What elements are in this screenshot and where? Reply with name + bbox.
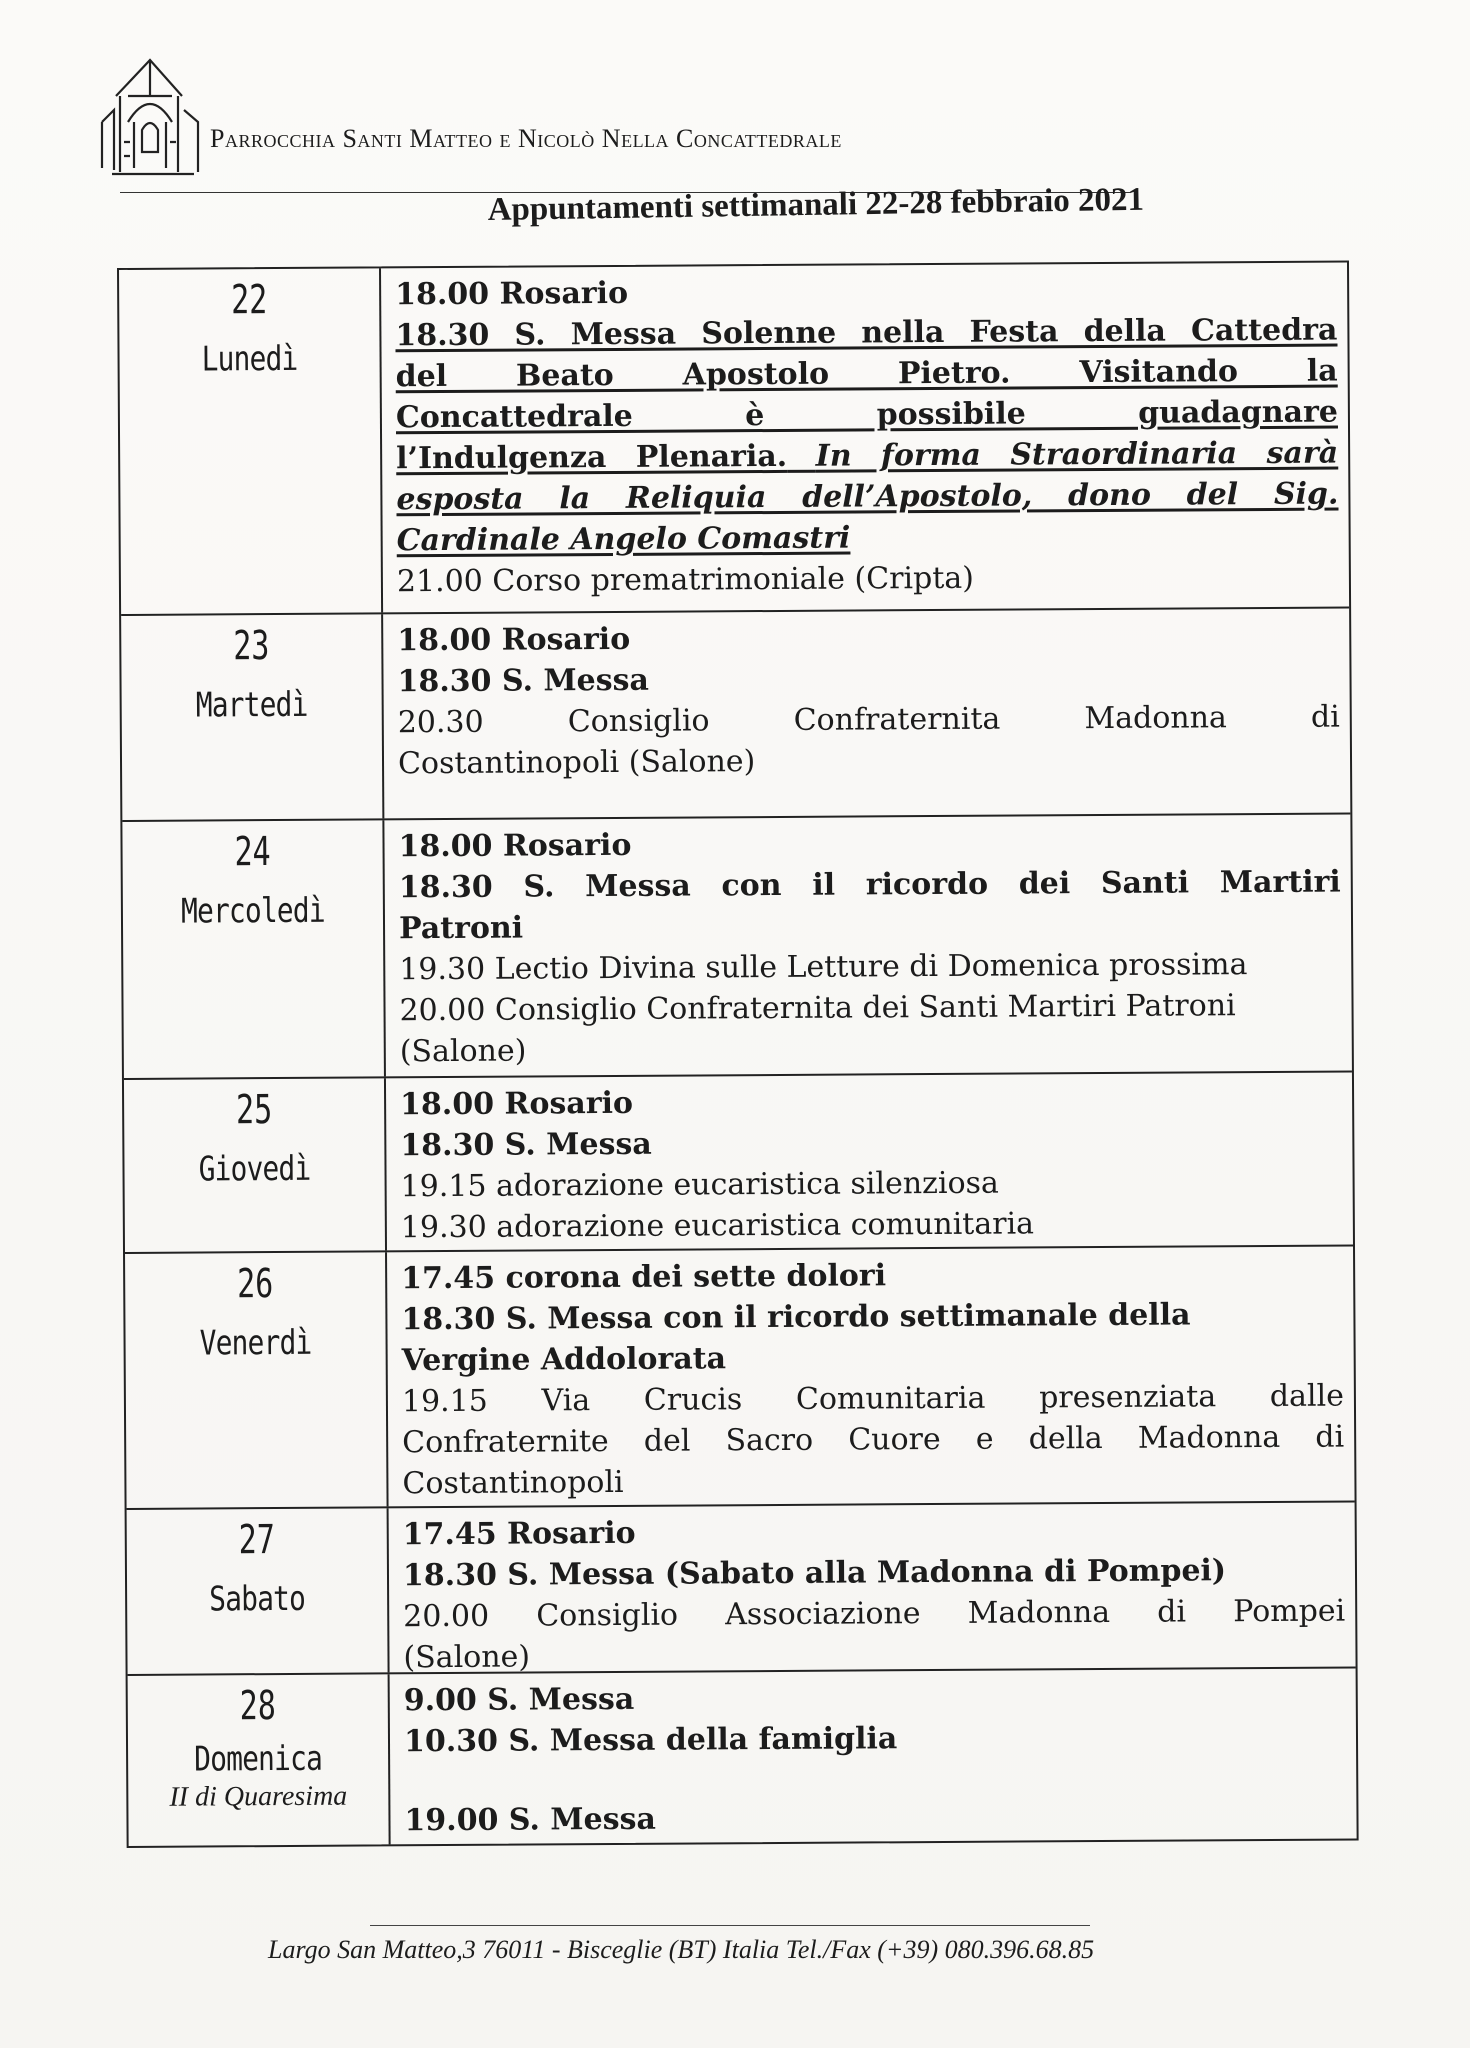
table-row	[125, 1244, 1355, 1507]
day-cell	[122, 820, 386, 1078]
event-line: Costantinopoli (Salone)	[397, 744, 756, 782]
event-line: 18.30 S. Messa con il ricordo settimanale della	[401, 1297, 1191, 1338]
day-cell	[127, 1508, 390, 1674]
day-events	[397, 615, 1340, 785]
day-number: 25	[235, 1087, 273, 1134]
event-line-group	[396, 433, 1338, 480]
letterhead	[98, 52, 1098, 182]
day-number: 24	[234, 829, 271, 876]
table-row	[124, 1070, 1353, 1251]
day-events	[401, 1253, 1344, 1505]
event-line: In forma Straordinaria sarà	[815, 435, 1339, 474]
event-line: 21.00 Corso prematrimoniale (Cripta)	[396, 560, 975, 600]
liturgical-note: II di Quaresima	[169, 1780, 348, 1813]
event-line: 19.15 Via Crucis Comunitaria presenziata dalle	[401, 1378, 1345, 1420]
event-line: Patroni	[398, 910, 524, 947]
day-events	[398, 821, 1341, 1073]
event-line: 18.30 S. Messa con il ricordo dei Santi Martiri	[398, 864, 1341, 906]
event-line: 18.00 Rosario	[397, 621, 631, 659]
day-name: Venerdì	[199, 1322, 312, 1364]
footer-divider	[370, 1925, 1090, 1926]
event-line: 19.30 adorazione eucaristica comunitaria	[400, 1206, 1035, 1246]
event-line: 18.30 S. Messa	[397, 662, 650, 700]
day-number: 22	[230, 277, 268, 324]
event-line: (Salone)	[403, 1639, 531, 1676]
event-line: 19.00 S. Messa	[404, 1801, 656, 1839]
event-line: 10.30 S. Messa della famiglia	[403, 1721, 898, 1760]
day-name: Sabato	[209, 1578, 306, 1620]
day-events	[400, 1079, 1343, 1249]
event-line: 9.00 S. Messa	[403, 1681, 635, 1719]
event-line: Cardinale Angelo Comastri	[396, 520, 851, 559]
event-line: esposta la Reliquia dell’Apostolo, dono del Sig.	[396, 476, 1339, 518]
table-row	[119, 262, 1349, 613]
spacer	[404, 1757, 1346, 1801]
day-cell	[119, 268, 383, 614]
event-line: 18.00 Rosario	[398, 827, 632, 865]
day-events	[404, 1675, 1347, 1842]
event-line: 18.30 S. Messa Solenne nella Festa della Cattedra	[395, 312, 1338, 354]
event-line: 19.30 Lectio Divina sulle Letture di Domenica prossima	[399, 947, 1248, 988]
event-line: del Beato Apostolo Pietro. Visitando la	[395, 353, 1338, 395]
day-number: 27	[238, 1517, 275, 1564]
event-line: 18.30 S. Messa (Sabato alla Madonna di Pompei)	[402, 1553, 1227, 1594]
event-line: Costantinopoli	[402, 1464, 624, 1502]
event-line: 18.00 Rosario	[400, 1085, 634, 1123]
event-line: l’Indulgenza Plenaria.	[396, 438, 788, 477]
day-number: 28	[239, 1683, 276, 1730]
event-line: 20.00 Consiglio Confraternita dei Santi Martiri Patroni	[399, 988, 1236, 1029]
day-events	[395, 269, 1339, 603]
day-number: 23	[233, 623, 270, 670]
table-row	[122, 812, 1352, 1077]
day-name: Giovedì	[198, 1148, 311, 1190]
event-line: 17.45 corona dei sette dolori	[401, 1258, 887, 1297]
church-drawing-icon	[98, 56, 208, 180]
day-cell	[121, 614, 384, 820]
table-row	[121, 606, 1350, 819]
event-line: Concattedrale è possibile guadagnare	[395, 394, 1339, 436]
event-line: 18.00 Rosario	[395, 275, 629, 313]
event-line: 20.00 Consiglio Associazione Madonna di Pompei	[403, 1593, 1346, 1635]
day-cell	[128, 1674, 391, 1846]
event-line: Confraternite del Sacro Cuore e della Madonna di	[402, 1419, 1345, 1461]
event-line: (Salone)	[399, 1033, 527, 1070]
event-line: 20.30 Consiglio Confraternita Madonna di	[397, 699, 1340, 741]
weekly-schedule-table	[117, 260, 1359, 1847]
event-line: 18.30 S. Messa	[400, 1126, 652, 1164]
event-line: 17.45 Rosario	[402, 1515, 636, 1553]
day-name: Martedì	[195, 684, 308, 726]
footer-address: Largo San Matteo,3 76011 - Bisceglie (BT) Italia Tel./Fax (+39) 080.396.68.85	[268, 1935, 1095, 1964]
page-title: Appuntamenti settimanali 22-28 febbraio 2021	[487, 181, 1145, 229]
day-events	[403, 1509, 1346, 1679]
day-name: Lunedì	[201, 338, 298, 380]
day-number: 26	[236, 1261, 274, 1308]
day-name: Domenica	[194, 1738, 323, 1780]
day-name: Mercoledì	[180, 890, 325, 932]
event-line: Vergine Addolorata	[401, 1341, 727, 1379]
table-row	[127, 1500, 1356, 1676]
day-cell	[124, 1078, 387, 1252]
table-row	[128, 1666, 1357, 1845]
day-cell	[125, 1252, 389, 1508]
event-line: 19.15 adorazione eucaristica silenziosa	[400, 1165, 999, 1205]
parish-name: Parrocchia Santi Matteo e Nicolò Nella Concattedrale	[210, 124, 842, 153]
